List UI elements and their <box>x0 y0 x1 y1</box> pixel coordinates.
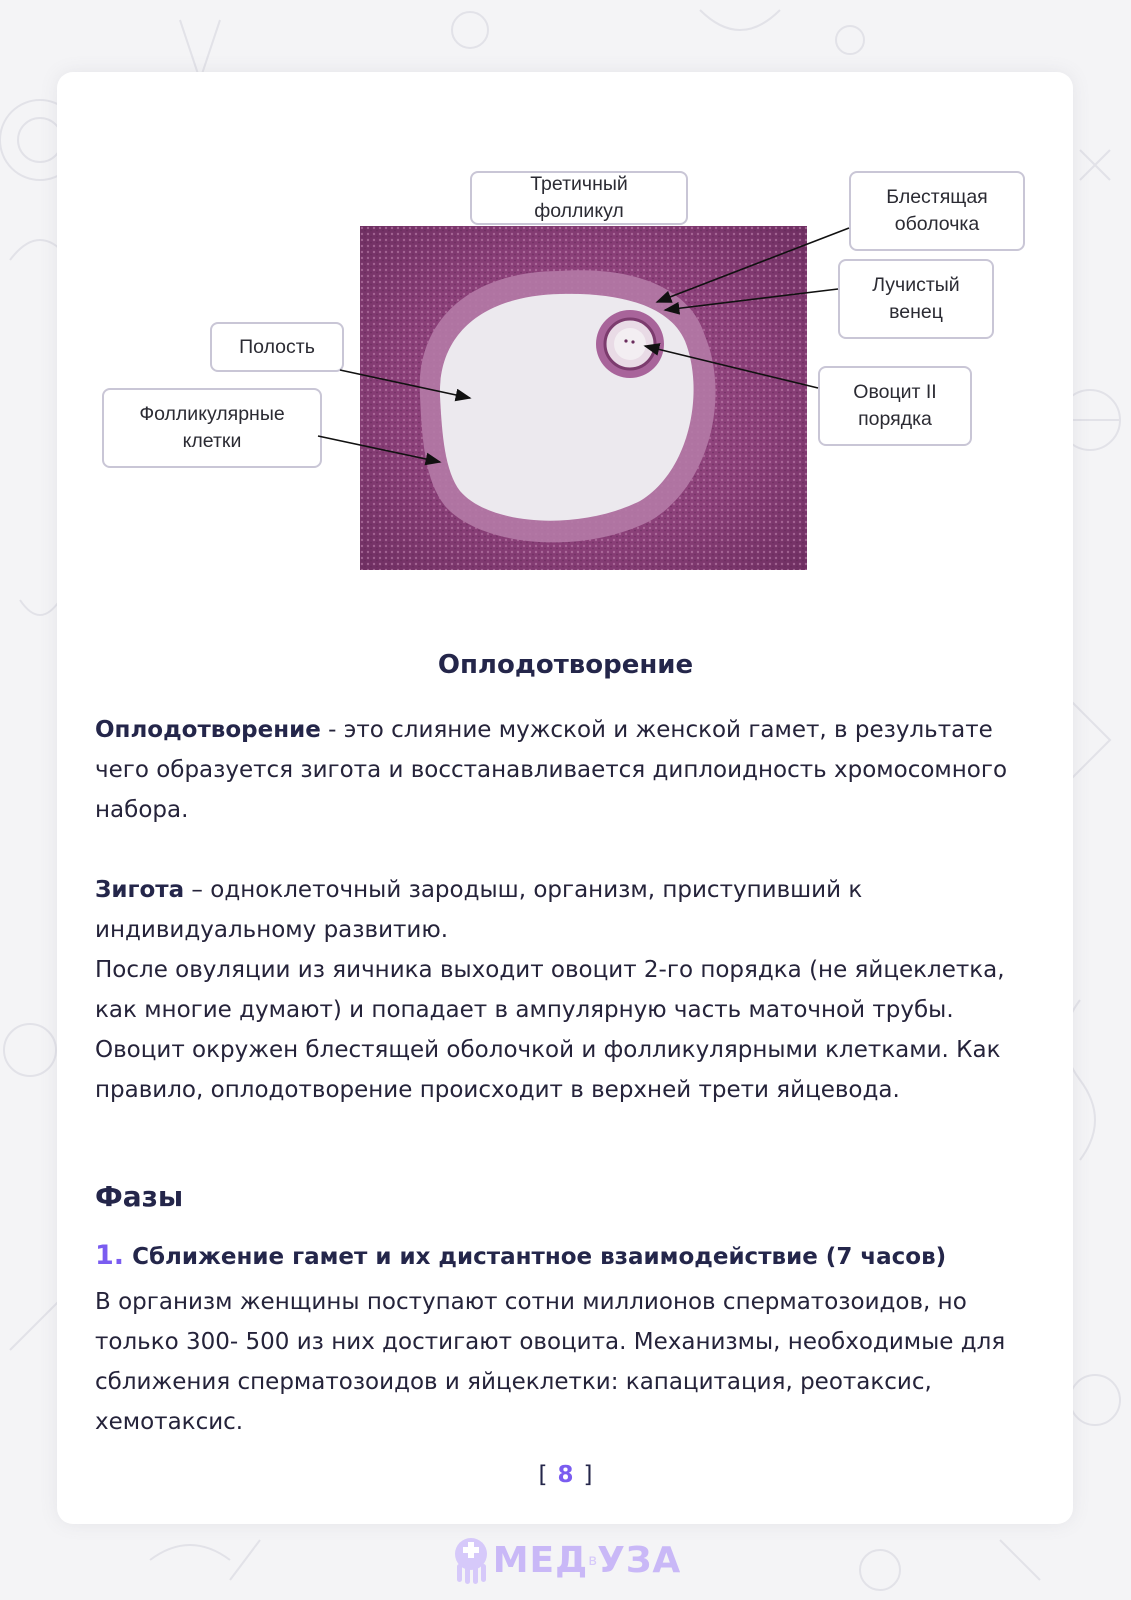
brand-logo <box>430 1530 700 1590</box>
logo-text-left: МЕД <box>492 1539 589 1581</box>
fertilization-term: Оплодотворение <box>95 717 321 743</box>
zygote-term: Зигота <box>95 877 185 903</box>
label-corona-radiata: Лучистый венец <box>838 259 994 339</box>
phase-1-title-text: Сближение гамет и их дистантное взаимодействие (7 часов) <box>132 1244 947 1270</box>
page-number-value: 8 <box>557 1462 574 1488</box>
label-tertiary-follicle: Третичный фолликул <box>470 171 688 225</box>
label-oocyte: Овоцит II порядка <box>818 366 972 446</box>
octopus-mascot-icon <box>449 1534 493 1586</box>
zygote-definition <box>95 870 1045 950</box>
phase-1-number: 1. <box>95 1240 125 1271</box>
logo-text-right: УЗА <box>597 1539 682 1581</box>
fertilization-definition-text: - это слияние мужской и женской гамет, в результате чего образуется зигота и восстанавливается диплоидность хромосомного набора. <box>95 717 1008 823</box>
label-cavity: Полость <box>210 322 344 372</box>
tertiary-follicle-micrograph <box>360 226 807 570</box>
phase-1-title <box>95 1240 946 1271</box>
page-bracket-close: ] <box>583 1462 593 1488</box>
zygote-definition-text: – одноклеточный зародыш, организм, приступивший к индивидуальному развитию. <box>95 877 863 943</box>
ovulation-paragraph: После овуляции из яичника выходит овоцит 2-го порядка (не яйцеклетка, как многие думают) и попадает в ампулярную часть маточной трубы. Овоцит окружен блестящей оболочкой и фолликулярными клетками. Как правило, оплодотворение происходит в верхней трети яйцевода. <box>95 957 1005 1103</box>
label-follicular-cells: Фолликулярные клетки <box>102 388 322 468</box>
page-bracket-open: [ <box>538 1462 548 1488</box>
logo-text-mid: в <box>588 1551 598 1569</box>
section-title: Оплодотворение <box>437 650 694 680</box>
phase-1-text: В организм женщины поступают сотни миллионов сперматозоидов, но только 300- 500 из них достигают овоцита. Механизмы, необходимые для сближения сперматозоидов и яйцеклетки: капацитация, реотаксис, хемотаксис. <box>95 1289 1006 1435</box>
follicle-figure <box>0 0 1131 600</box>
page-number <box>0 1462 1131 1488</box>
phases-heading: Фазы <box>95 1180 184 1213</box>
fertilization-definition <box>95 710 1045 830</box>
label-zona-pellucida: Блестящая оболочка <box>849 171 1025 251</box>
